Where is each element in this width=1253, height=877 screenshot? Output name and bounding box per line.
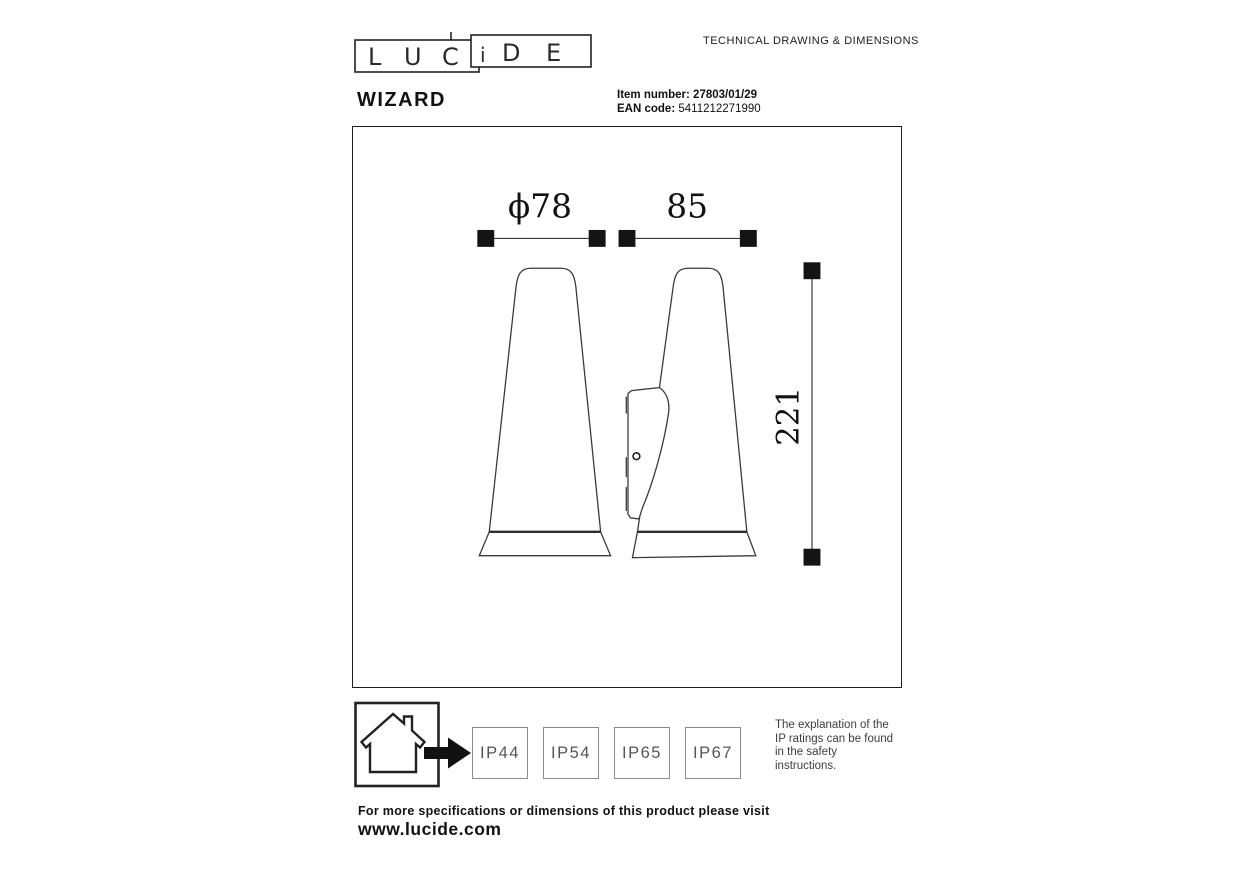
dimension-height-label: 221 (770, 387, 807, 446)
ip-note-line: in the safety (775, 746, 838, 758)
screw-hole (633, 453, 640, 460)
ip-rating-ip54: IP54 (543, 727, 599, 779)
item-number-value: 27803/01/29 (693, 89, 757, 101)
ip-note-line: The explanation of the (775, 719, 889, 731)
logo-right-box (471, 35, 591, 67)
logo-letter: D (502, 39, 521, 67)
ip-rating-ip65: IP65 (614, 727, 670, 779)
product-name: WIZARD (357, 89, 446, 111)
dimension-diameter (477, 188, 605, 247)
dimension-depth (619, 188, 757, 247)
document-title: TECHNICAL DRAWING & DIMENSIONS (703, 35, 919, 47)
logo-letter: i (480, 43, 486, 67)
dimension-diameter-label: ϕ78 (507, 187, 573, 226)
ean-label: EAN code: (617, 103, 676, 115)
technical-drawing (353, 127, 900, 686)
ip-rating-ip44: IP44 (472, 727, 528, 779)
logo-letter: C (442, 43, 459, 71)
dimension-depth-label: 85 (666, 187, 709, 226)
footer-specs-text: For more specifications or dimensions of this product please visit (358, 804, 770, 818)
logo-letter: U (404, 43, 422, 71)
dimension-height (771, 262, 821, 565)
ip-rating-ip67: IP67 (685, 727, 741, 779)
logo-letter: L (368, 43, 382, 71)
drawing-canvas (352, 126, 902, 688)
item-number-row (617, 88, 761, 102)
logo-letter: E (546, 39, 562, 67)
side-view-cone (626, 268, 755, 557)
front-view-cone (479, 268, 610, 555)
website-link: www.lucide.com (358, 819, 502, 839)
ean-value: 5411212271990 (678, 103, 761, 115)
ip-note-line: IP ratings can be found (775, 732, 894, 745)
ip-note-line: instructions. (775, 759, 837, 772)
indoor-house-icon (354, 700, 478, 790)
ip-ratings-note (775, 719, 893, 773)
product-meta (617, 88, 761, 116)
lucide-logo (354, 31, 594, 81)
item-number-label: Item number: (617, 89, 690, 101)
ean-row (617, 102, 761, 116)
